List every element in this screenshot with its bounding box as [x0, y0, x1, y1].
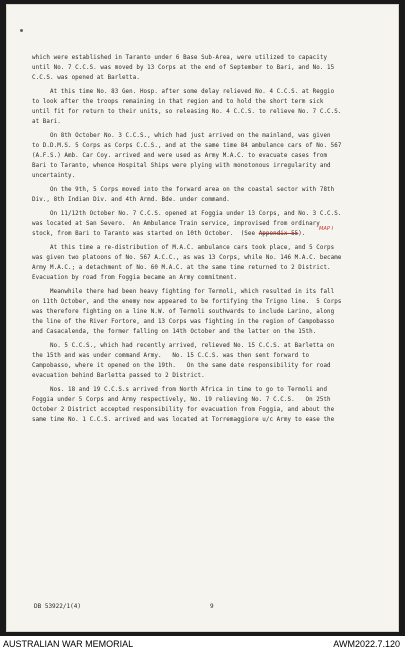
paragraph-5	[32, 209, 380, 239]
text-line: at Bari.	[32, 119, 61, 125]
paragraph-9	[32, 385, 380, 425]
text-line: C.C.S. was opened at Barletta.	[32, 75, 140, 81]
text-line: Nos. 18 and 19 C.C.S.s arrived from North Africa in time to go to Termoli and	[32, 387, 328, 393]
text-line: to look after the troops remaining in that region and to hold the short term sick	[32, 99, 324, 105]
text-line: on 11th October, and the enemy now appeared to be fortifying the Trigno line. 5 Corps	[32, 299, 342, 305]
text-line: Foggia under 5 Corps and Army respectively, No. 19 relieving No. 7 C.C.S. On 25th	[32, 397, 331, 403]
paragraph-8	[32, 341, 380, 381]
text-line: On 8th October No. 3 C.C.S., which had just arrived on the mainland, was given	[32, 133, 331, 139]
text-line: and Casacalenda, the former falling on 14th October and the latter on the 15th.	[32, 329, 317, 335]
text-line: At this time a re-distribution of M.A.C. ambulance cars took place, and 5 Corps	[32, 245, 335, 251]
text-line: On the 9th, 5 Corps moved into the forward area on the coastal sector with 78th	[32, 187, 335, 193]
text-line: until fit for return to their units, so releasing No. 4 C.C.S. to relieve No. 7 C.C.S.	[32, 109, 342, 115]
text-line: until No. 7 C.C.S. was moved by 13 Corps at the end of September to Bari, and No. 15	[32, 65, 335, 71]
handwritten-note: MAP I	[319, 226, 334, 232]
text-line: was given two platoons of No. 567 A.C.C., as was 13 Corps, while No. 146 M.A.C. became	[32, 255, 342, 261]
text-line: same time No. 1 C.C.S. arrived and was located at Torremaggiore u/c Army to ease the	[32, 417, 335, 423]
paragraph-7	[32, 287, 380, 337]
text-line: which were established in Taranto under 6 Base Sub-Area, were utilized to capacity	[32, 55, 328, 61]
paragraph-6	[32, 243, 380, 283]
text-line: (A.F.S.) Amb. Car Coy. arrived and were used as Army M.A.C. to evacuate cases from	[32, 153, 328, 159]
text-line: Div., 8th Indian Div. and 4th Armd. Bde. under command.	[32, 197, 230, 203]
text-line: No. 5 C.C.S., which had recently arrived, relieved No. 15 C.C.S. at Barletta on	[32, 343, 335, 349]
text-line: Evacuation by road from Foggia became an Army commitment.	[32, 275, 238, 281]
text-line: to D.D.M.S. 5 Corps as Corps C.C.S., and at the same time 84 ambulance cars of No. 567	[32, 143, 342, 149]
struck-reference: Appendix 55	[258, 231, 299, 237]
punch-mark	[20, 29, 23, 32]
paragraph-4	[32, 185, 380, 205]
text-line: Army M.A.C.; a detachment of No. 60 M.A.C. at the same time returned to 2 District.	[32, 265, 331, 271]
text-line: the line of the River Fortore, and 13 Corps was fighting in the region of Campobasso	[32, 319, 335, 325]
text-line: uncertainty.	[32, 173, 76, 179]
text-line: evacuation behind Barletta passed to 2 District.	[32, 373, 205, 379]
annotated-line: stock, from Bari to Taranto was started on 10th October. (See Appendix 55). MAP I	[32, 226, 334, 237]
paragraph-2	[32, 87, 380, 127]
document-page	[6, 4, 399, 632]
archive-id: AWM2022.7.120	[333, 639, 400, 649]
archive-caption: AUSTRALIAN WAR MEMORIAL	[3, 639, 134, 649]
text-line: was therefore fighting on a line N.W. of Termoli southwards to include Larino, along	[32, 309, 335, 315]
document-reference: DB 53922/1(4)	[34, 603, 81, 610]
document-body	[32, 53, 380, 425]
page-number: 9	[210, 603, 214, 610]
text-line: At this time No. 83 Gen. Hosp. after some delay relieved No. 4 C.C.S. at Reggio	[32, 89, 335, 95]
text-line: Bari to Taranto, whence Hospital Ships were plying with monotonous irregularity and	[32, 163, 331, 169]
paragraph-3	[32, 131, 380, 181]
text-line: October 2 District accepted responsibility for evacuation from Foggia, and about the	[32, 407, 335, 413]
text-line: Campobasso, where it opened on the 19th. On the same date responsibility for road	[32, 363, 331, 369]
text-line: Meanwhile there had been heavy fighting for Termoli, which resulted in its fall	[32, 289, 335, 295]
text-line: the 15th and was under command Army. No. 15 C.C.S. was then sent forward to	[32, 353, 310, 359]
paragraph-1	[32, 53, 380, 83]
text-line: On 11/12th October No. 7 C.C.S. opened at Foggia under 13 Corps, and No. 3 C.C.S.	[32, 211, 342, 217]
text-line: was located at San Severo. An Ambulance Train service, improvised from ordinary	[32, 221, 320, 227]
